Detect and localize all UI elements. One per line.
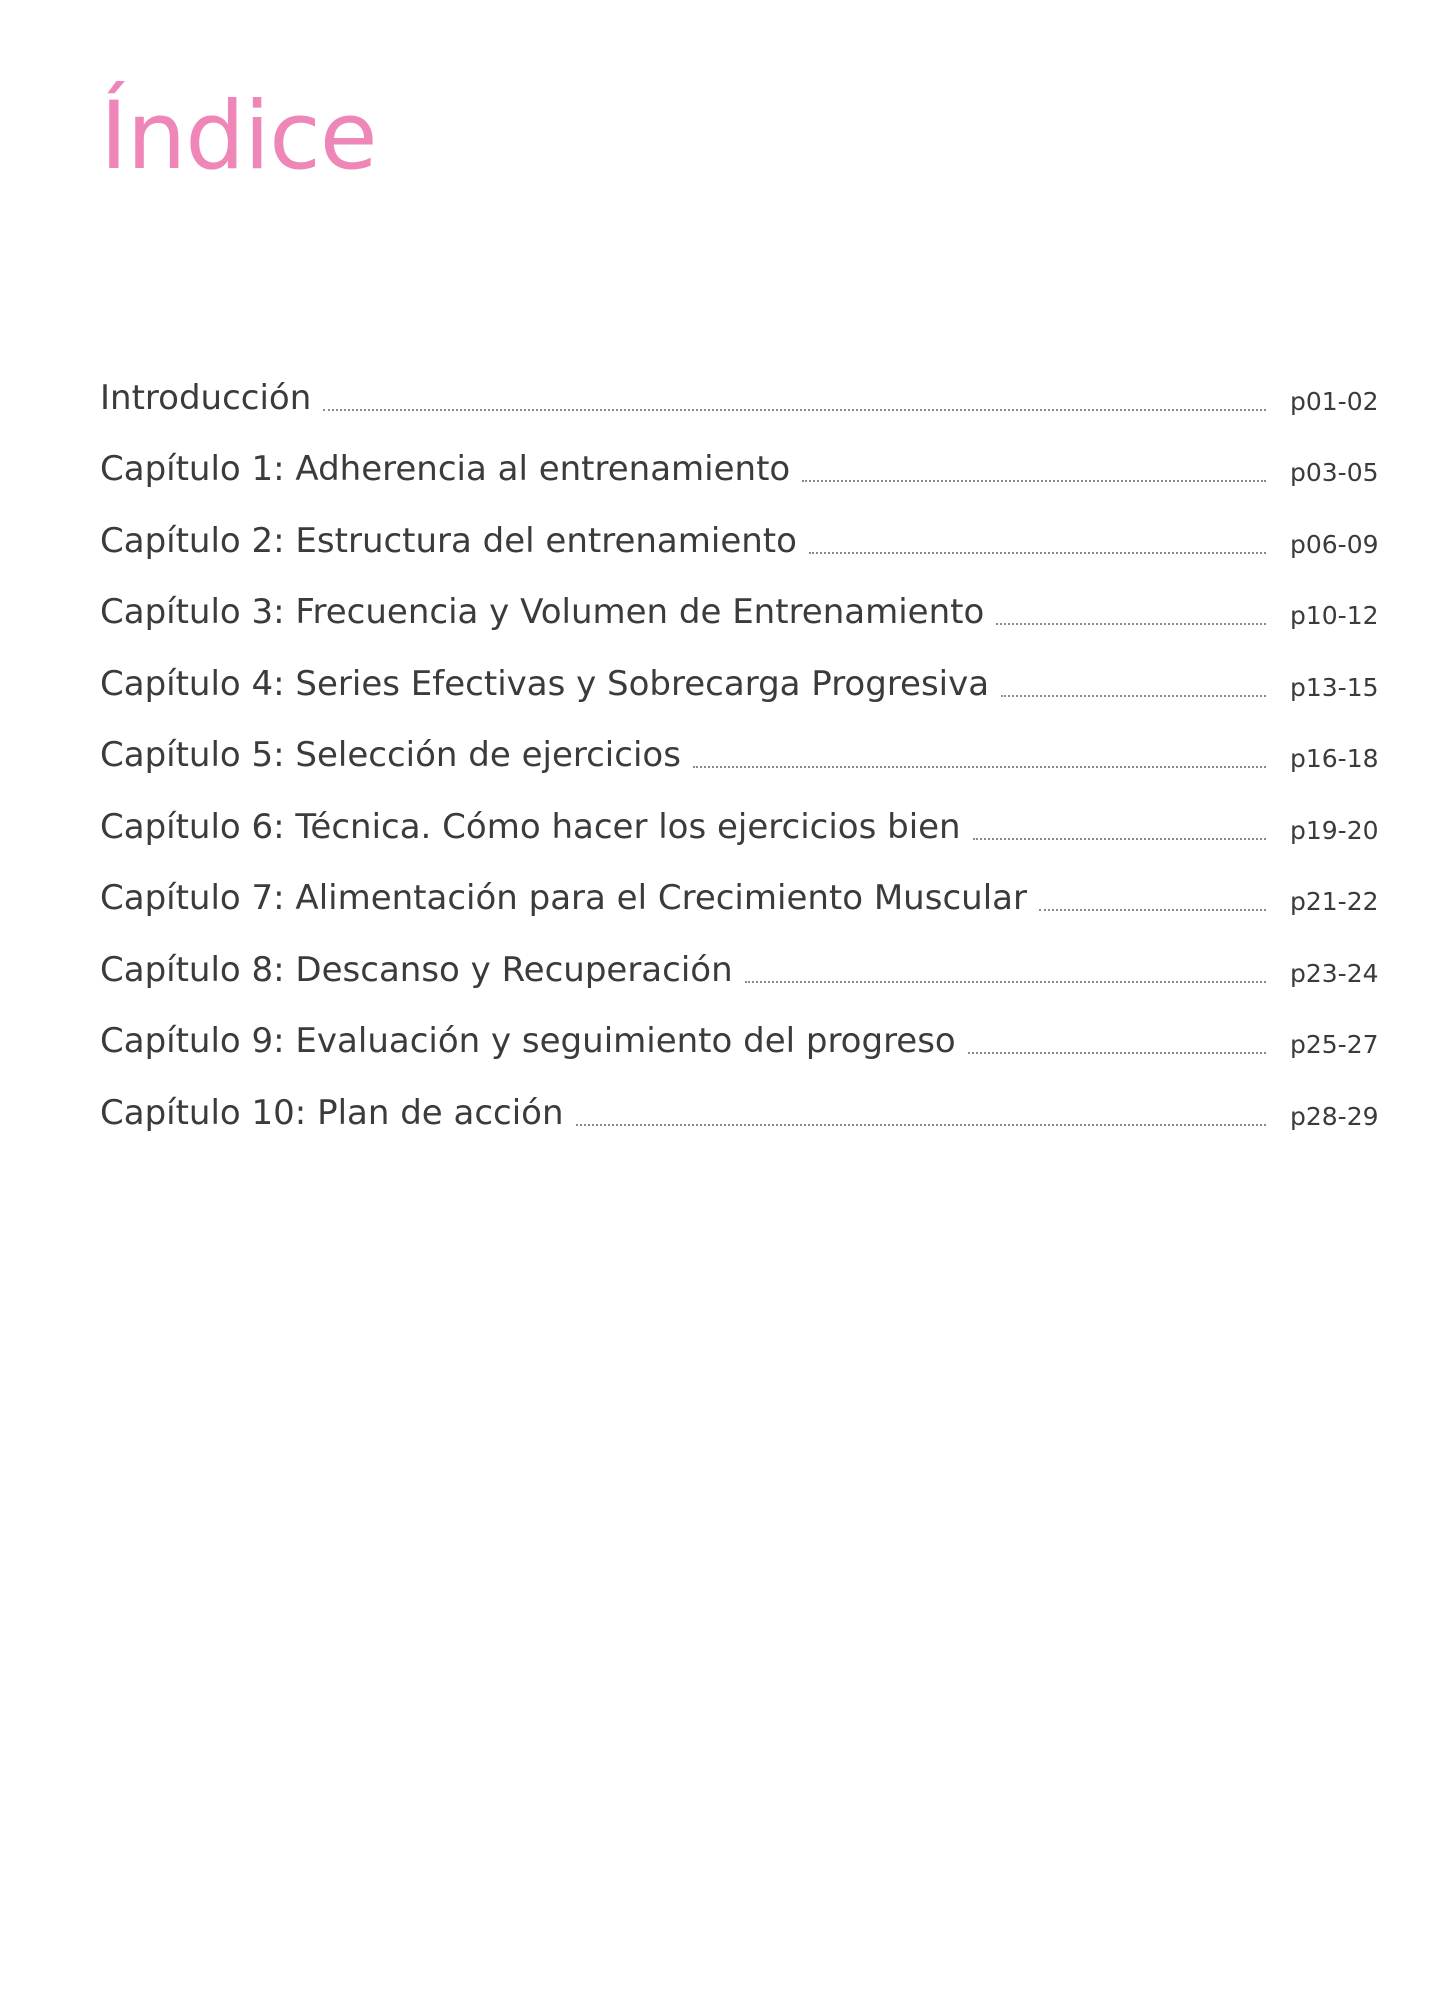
dotted-leader bbox=[1039, 909, 1266, 911]
dotted-leader bbox=[323, 409, 1266, 411]
toc-entry-pages: p19-20 bbox=[1290, 815, 1379, 845]
toc-entry-chapter-6[interactable] bbox=[100, 784, 1400, 856]
toc-entry-label: Capítulo 7: Alimentación para el Crecimiento Muscular bbox=[100, 878, 1027, 919]
dotted-leader bbox=[996, 623, 1266, 625]
toc-entry-label: Capítulo 3: Frecuencia y Volumen de Entrenamiento bbox=[100, 592, 985, 633]
toc-entry-chapter-8[interactable] bbox=[100, 927, 1400, 999]
toc-entry-pages: p13-15 bbox=[1290, 672, 1379, 702]
toc-entry-chapter-10[interactable] bbox=[100, 1070, 1400, 1142]
dotted-leader bbox=[973, 838, 1266, 840]
toc-entry-label: Capítulo 8: Descanso y Recuperación bbox=[100, 949, 733, 990]
toc-entry-label: Capítulo 4: Series Efectivas y Sobrecarga Progresiva bbox=[100, 663, 990, 704]
toc-entry-chapter-5[interactable] bbox=[100, 713, 1400, 785]
toc-entry-label: Capítulo 2: Estructura del entrenamiento bbox=[100, 520, 797, 561]
toc-entry-label: Capítulo 1: Adherencia al entrenamiento bbox=[100, 449, 791, 490]
toc-entry-label: Introducción bbox=[100, 377, 312, 418]
page-title: Índice bbox=[100, 82, 377, 191]
dotted-leader bbox=[693, 766, 1266, 768]
dotted-leader bbox=[576, 1124, 1266, 1126]
toc-entry-pages: p23-24 bbox=[1290, 958, 1379, 988]
toc-entry-label: Capítulo 6: Técnica. Cómo hacer los ejercicios bien bbox=[100, 806, 961, 847]
toc-entry-chapter-4[interactable] bbox=[100, 641, 1400, 713]
toc-entry-pages: p16-18 bbox=[1290, 744, 1379, 773]
toc-entry-pages: p25-27 bbox=[1290, 1030, 1379, 1059]
toc-entry-pages: p28-29 bbox=[1290, 1101, 1379, 1131]
toc-entry-label: Capítulo 10: Plan de acción bbox=[100, 1092, 564, 1133]
dotted-leader bbox=[745, 981, 1266, 983]
toc-entry-pages: p10-12 bbox=[1290, 601, 1379, 630]
dotted-leader bbox=[809, 552, 1266, 554]
toc-entry-label: Capítulo 9: Evaluación y seguimiento del progreso bbox=[100, 1021, 956, 1062]
table-of-contents bbox=[100, 355, 1400, 1142]
toc-entry-pages: p21-22 bbox=[1290, 887, 1379, 916]
toc-entry-introduccion[interactable] bbox=[100, 355, 1400, 427]
toc-entry-pages: p01-02 bbox=[1290, 386, 1379, 416]
toc-entry-chapter-3[interactable] bbox=[100, 570, 1400, 642]
dotted-leader bbox=[968, 1052, 1266, 1054]
toc-entry-pages: p03-05 bbox=[1290, 458, 1379, 487]
dotted-leader bbox=[802, 480, 1266, 482]
toc-entry-pages: p06-09 bbox=[1290, 529, 1379, 559]
toc-entry-label: Capítulo 5: Selección de ejercicios bbox=[100, 735, 681, 776]
toc-entry-chapter-7[interactable] bbox=[100, 856, 1400, 928]
toc-entry-chapter-1[interactable] bbox=[100, 427, 1400, 499]
dotted-leader bbox=[1001, 695, 1266, 697]
toc-entry-chapter-2[interactable] bbox=[100, 498, 1400, 570]
toc-entry-chapter-9[interactable] bbox=[100, 999, 1400, 1071]
